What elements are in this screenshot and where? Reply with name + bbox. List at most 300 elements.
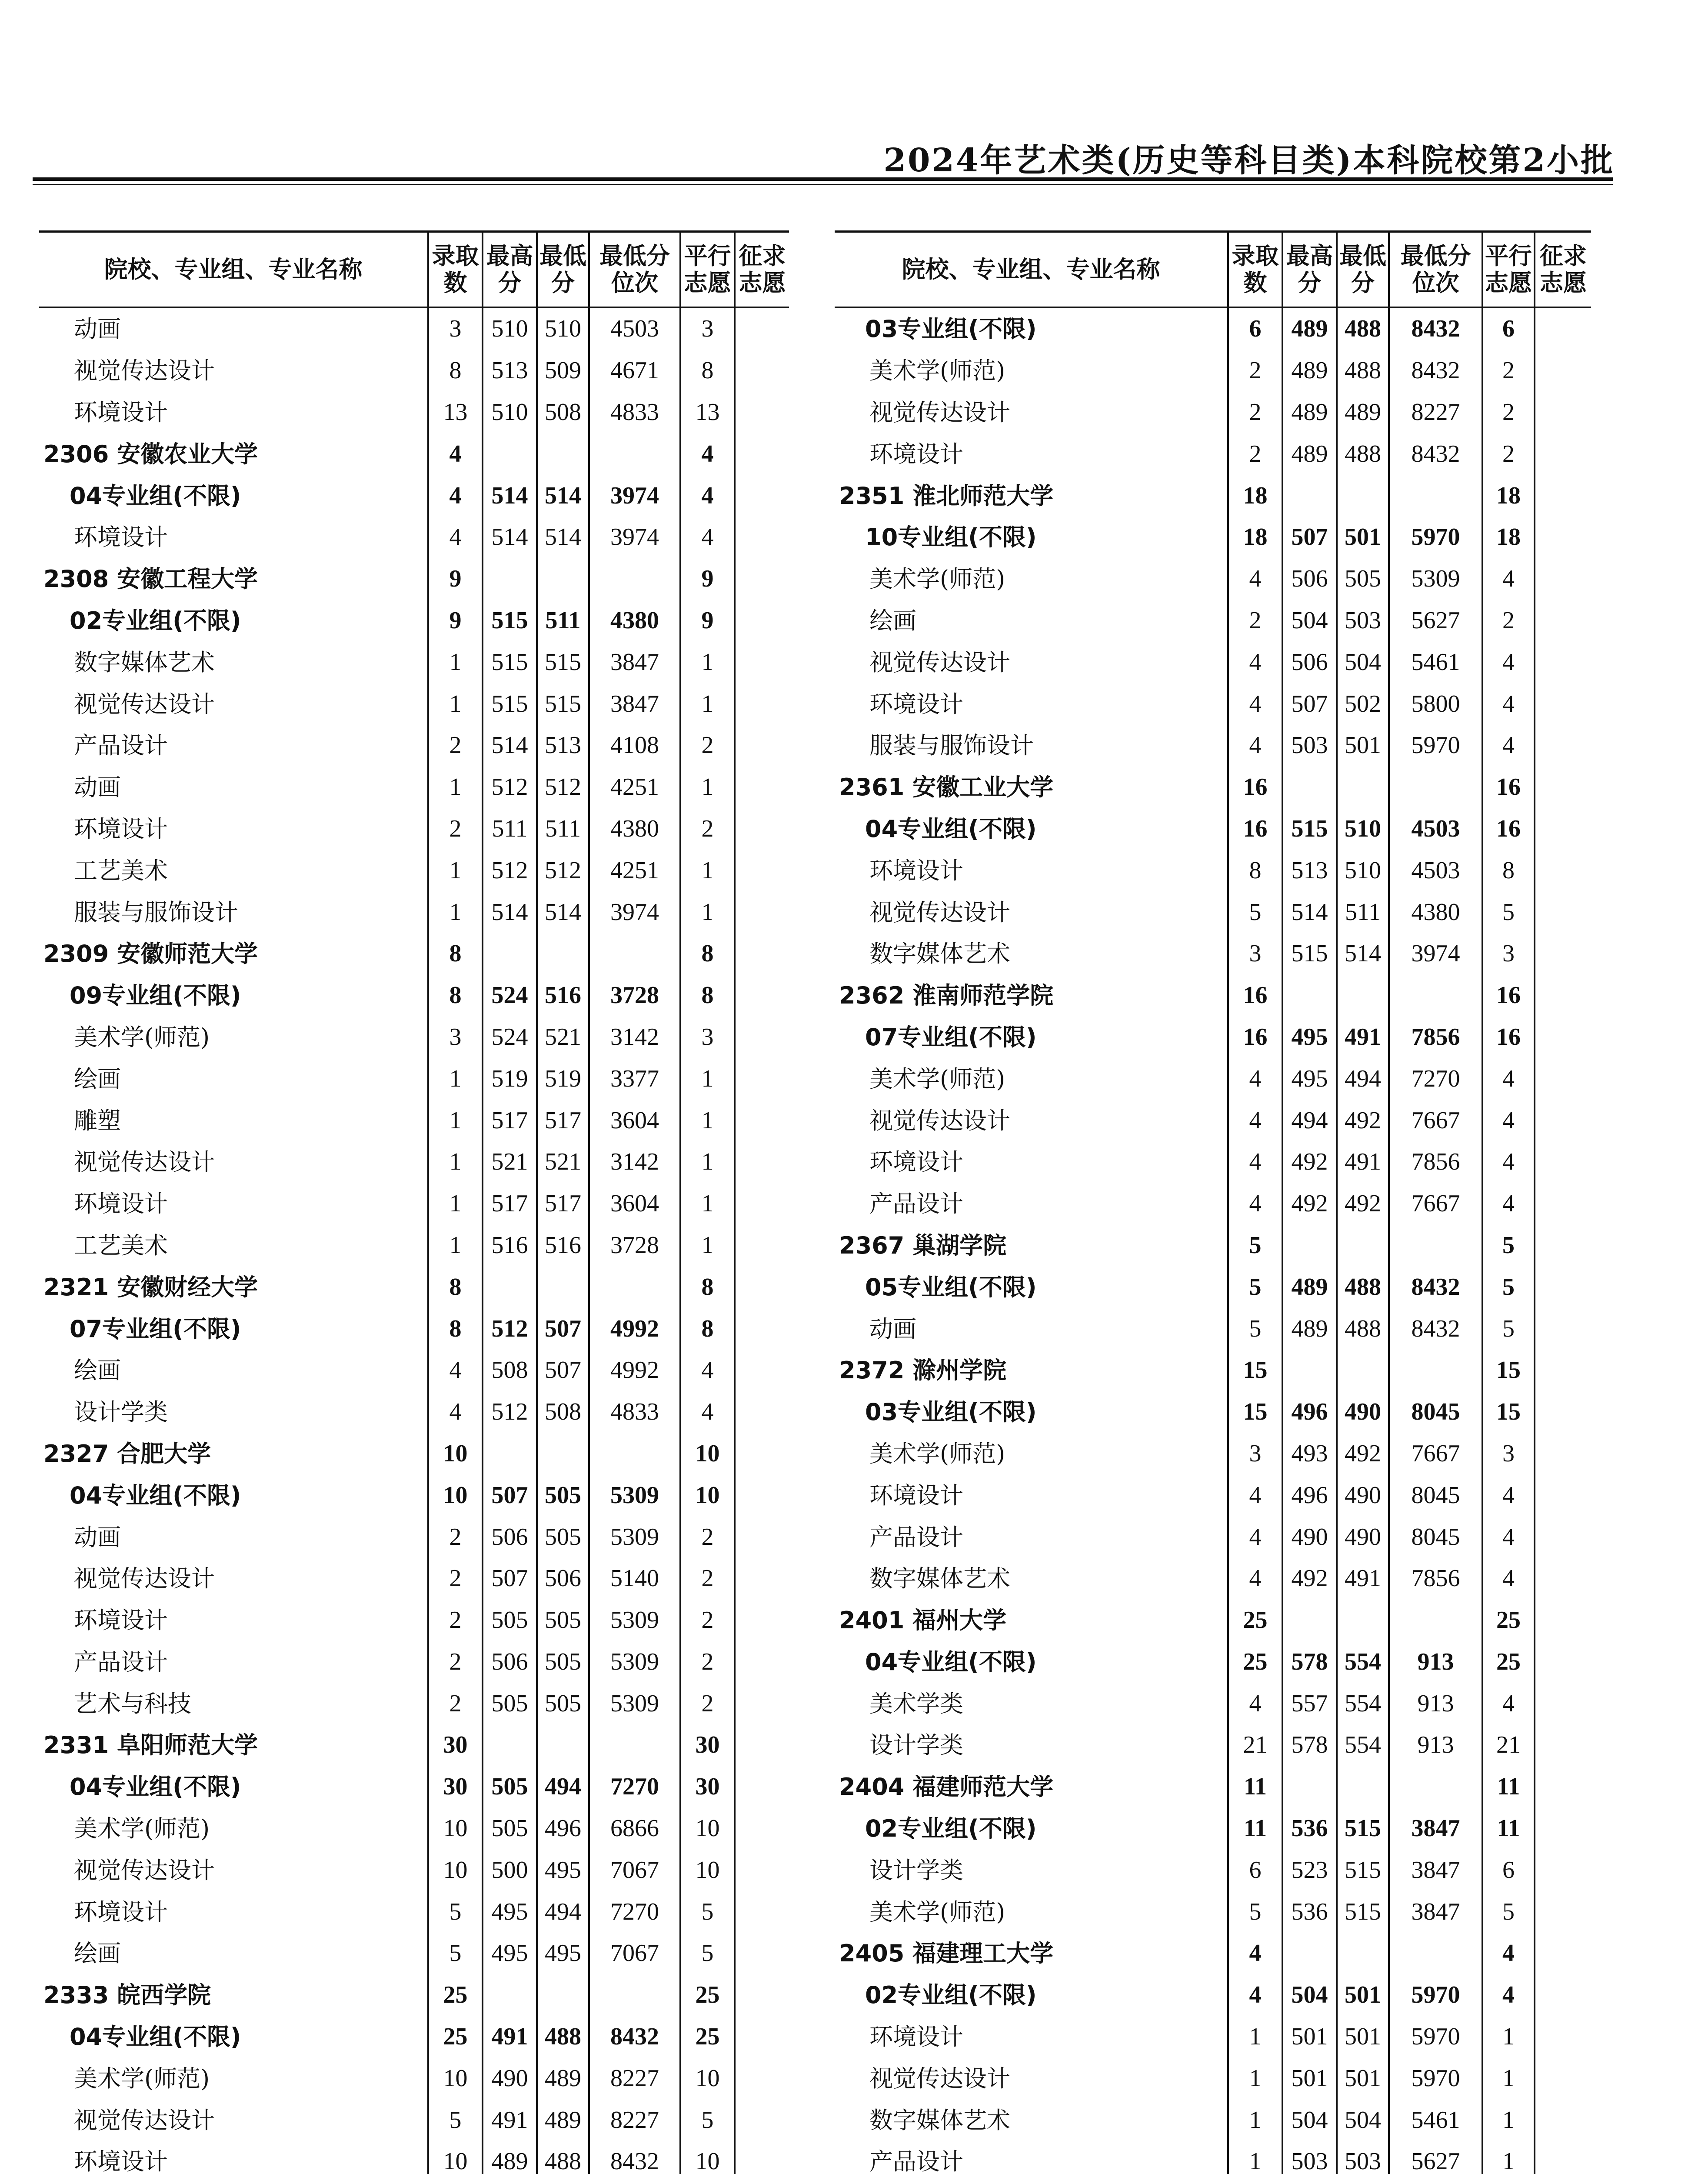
cell-min: 494 [537, 1766, 589, 1808]
cell-max: 489 [1282, 350, 1337, 392]
major-row [39, 2057, 789, 2099]
cell-admitted: 8 [428, 350, 483, 392]
cell-admitted: 11 [1228, 1766, 1282, 1808]
cell-rank: 4503 [1389, 850, 1482, 891]
col-header-admitted: 录取 数 [1228, 232, 1282, 308]
cell-parallel: 3 [1482, 1433, 1535, 1475]
cell-name: 美术学(师范) [835, 558, 1228, 600]
cell-admitted: 1 [1228, 2016, 1282, 2058]
cell-parallel: 2 [680, 1558, 735, 1600]
col-header-max: 最高 分 [1282, 232, 1337, 308]
cell-rank: 7667 [1389, 1433, 1482, 1475]
cell-name: 产品设计 [39, 725, 428, 767]
cell-max: 489 [1282, 307, 1337, 350]
cell-min [537, 933, 589, 975]
cell-rank: 7856 [1389, 1017, 1482, 1058]
cell-rank: 5970 [1389, 1974, 1482, 2016]
cell-name: 产品设计 [39, 1641, 428, 1683]
cell-parallel: 4 [1482, 1183, 1535, 1225]
cell-max: 512 [483, 1391, 537, 1433]
cell-admitted: 2 [428, 1683, 483, 1724]
cell-parallel: 11 [1482, 1766, 1535, 1808]
cell-max: 506 [1282, 558, 1337, 600]
cell-admitted: 2 [428, 1600, 483, 1641]
cell-min: 505 [537, 1641, 589, 1683]
cell-min: 491 [1337, 1558, 1389, 1600]
cell-rank: 4380 [1389, 891, 1482, 933]
cell-max: 503 [1282, 2141, 1337, 2174]
cell-solicit [1535, 683, 1591, 725]
cell-name: 2327 合肥大学 [39, 1433, 428, 1475]
cell-parallel: 25 [680, 2016, 735, 2058]
cell-admitted: 8 [428, 933, 483, 975]
cell-solicit [735, 1474, 789, 1516]
major-row [39, 1350, 789, 1391]
school-row [39, 933, 789, 975]
cell-name: 绘画 [39, 1933, 428, 1974]
major-row [835, 1474, 1591, 1516]
cell-admitted: 6 [1228, 307, 1282, 350]
cell-admitted: 3 [428, 307, 483, 350]
cell-rank: 3847 [1389, 1891, 1482, 1933]
cell-solicit [735, 1808, 789, 1850]
cell-solicit [1535, 1558, 1591, 1600]
major-row [39, 1017, 789, 1058]
cell-admitted: 1 [428, 1225, 483, 1267]
cell-min: 516 [537, 1225, 589, 1267]
cell-min: 510 [537, 307, 589, 350]
cell-solicit [1535, 350, 1591, 392]
cell-max: 492 [1282, 1183, 1337, 1225]
major-row [835, 1141, 1591, 1183]
cell-parallel: 8 [680, 350, 735, 392]
cell-solicit [1535, 891, 1591, 933]
cell-max: 495 [483, 1933, 537, 1974]
cell-solicit [1535, 1391, 1591, 1433]
cell-max: 557 [1282, 1683, 1337, 1724]
cell-solicit [735, 975, 789, 1017]
cell-solicit [735, 558, 789, 600]
cell-parallel: 2 [1482, 350, 1535, 392]
cell-min [537, 1724, 589, 1766]
cell-parallel: 25 [680, 1974, 735, 2016]
cell-max: 536 [1282, 1808, 1337, 1850]
cell-solicit [1535, 1641, 1591, 1683]
cell-max: 495 [1282, 1058, 1337, 1100]
cell-name: 09专业组(不限) [39, 975, 428, 1017]
cell-solicit [1535, 1350, 1591, 1391]
cell-rank: 7667 [1389, 1100, 1482, 1141]
cell-min: 517 [537, 1100, 589, 1141]
cell-name: 艺术与科技 [39, 1683, 428, 1724]
cell-name: 绘画 [39, 1350, 428, 1391]
cell-parallel: 1 [680, 641, 735, 683]
cell-parallel: 5 [680, 2099, 735, 2141]
cell-name: 视觉传达设计 [835, 891, 1228, 933]
cell-name: 设计学类 [835, 1724, 1228, 1766]
cell-rank [1389, 475, 1482, 517]
cell-max: 491 [483, 2016, 537, 2058]
cell-name: 环境设计 [835, 683, 1228, 725]
cell-max: 507 [483, 1558, 537, 1600]
cell-solicit [1535, 975, 1591, 1017]
cell-max: 508 [483, 1350, 537, 1391]
cell-min: 512 [537, 850, 589, 891]
cell-rank: 5309 [589, 1683, 680, 1724]
cell-parallel: 1 [1482, 2099, 1535, 2141]
cell-solicit [735, 1391, 789, 1433]
cell-admitted: 2 [428, 725, 483, 767]
cell-max: 504 [1282, 1974, 1337, 2016]
cell-rank: 913 [1389, 1641, 1482, 1683]
cell-max: 491 [483, 2099, 537, 2141]
cell-rank [1389, 1350, 1482, 1391]
cell-max: 505 [483, 1683, 537, 1724]
cell-min: 492 [1337, 1433, 1389, 1475]
cell-max: 515 [1282, 808, 1337, 850]
major-row [835, 2141, 1591, 2174]
cell-name: 2351 淮北师范大学 [835, 475, 1228, 517]
school-row [835, 1225, 1591, 1267]
cell-admitted: 5 [428, 2099, 483, 2141]
cell-parallel: 18 [1482, 475, 1535, 517]
cell-min [1337, 975, 1389, 1017]
major-row [39, 1558, 789, 1600]
cell-solicit [735, 1183, 789, 1225]
cell-min: 514 [537, 475, 589, 517]
cell-rank: 7270 [1389, 1058, 1482, 1100]
cell-solicit [1535, 433, 1591, 475]
cell-min [1337, 1766, 1389, 1808]
cell-solicit [735, 1308, 789, 1350]
cell-max [483, 1433, 537, 1475]
cell-solicit [1535, 1724, 1591, 1766]
cell-max [483, 433, 537, 475]
cell-name: 美术学(师范) [39, 1017, 428, 1058]
cell-min: 504 [1337, 641, 1389, 683]
group-row [39, 475, 789, 517]
cell-min: 488 [537, 2141, 589, 2174]
cell-parallel: 4 [680, 517, 735, 558]
cell-min: 488 [537, 2016, 589, 2058]
cell-admitted: 1 [428, 1141, 483, 1183]
major-row [835, 392, 1591, 433]
cell-min: 512 [537, 767, 589, 808]
cell-rank [1389, 975, 1482, 1017]
cell-name: 视觉传达设计 [39, 2099, 428, 2141]
cell-name: 视觉传达设计 [835, 392, 1228, 433]
cell-min [1337, 1350, 1389, 1391]
cell-rank: 4992 [589, 1350, 680, 1391]
cell-max: 505 [483, 1766, 537, 1808]
cell-parallel: 4 [680, 475, 735, 517]
cell-solicit [1535, 1600, 1591, 1641]
cell-name: 视觉传达设计 [39, 1141, 428, 1183]
cell-admitted: 8 [428, 975, 483, 1017]
cell-max: 500 [483, 1849, 537, 1891]
cell-min [537, 1266, 589, 1308]
cell-rank: 4251 [589, 767, 680, 808]
cell-rank: 5309 [589, 1600, 680, 1641]
cell-name: 设计学类 [39, 1391, 428, 1433]
cell-rank: 4503 [589, 307, 680, 350]
cell-solicit [1535, 1516, 1591, 1558]
cell-solicit [1535, 1766, 1591, 1808]
cell-name: 数字媒体艺术 [835, 933, 1228, 975]
cell-parallel: 1 [1482, 2016, 1535, 2058]
cell-rank: 4671 [589, 350, 680, 392]
cell-rank: 8227 [1389, 392, 1482, 433]
major-row [39, 1391, 789, 1433]
cell-solicit [735, 1766, 789, 1808]
major-row [39, 1141, 789, 1183]
cell-admitted: 5 [428, 1891, 483, 1933]
cell-max: 510 [483, 307, 537, 350]
cell-solicit [735, 725, 789, 767]
cell-rank: 8432 [589, 2016, 680, 2058]
cell-name: 03专业组(不限) [835, 1391, 1228, 1433]
cell-admitted: 21 [1228, 1724, 1282, 1766]
cell-solicit [735, 1558, 789, 1600]
cell-admitted: 10 [428, 1474, 483, 1516]
cell-max: 514 [483, 725, 537, 767]
group-row [39, 1766, 789, 1808]
cell-parallel: 1 [680, 683, 735, 725]
school-row [835, 767, 1591, 808]
cell-rank: 5627 [1389, 600, 1482, 642]
cell-admitted: 5 [1228, 1225, 1282, 1267]
cell-rank: 3974 [1389, 933, 1482, 975]
major-row [835, 433, 1591, 475]
cell-solicit [1535, 767, 1591, 808]
major-row [39, 767, 789, 808]
cell-min: 517 [537, 1183, 589, 1225]
cell-rank: 5309 [589, 1474, 680, 1516]
cell-solicit [735, 1683, 789, 1724]
cell-solicit [735, 933, 789, 975]
cell-rank: 5309 [589, 1516, 680, 1558]
cell-name: 绘画 [39, 1058, 428, 1100]
cell-name: 工艺美术 [39, 850, 428, 891]
cell-admitted: 1 [1228, 2141, 1282, 2174]
cell-parallel: 10 [680, 2141, 735, 2174]
cell-solicit [1535, 1933, 1591, 1974]
school-row [39, 558, 789, 600]
cell-solicit [1535, 1017, 1591, 1058]
cell-solicit [735, 891, 789, 933]
cell-parallel: 10 [680, 1433, 735, 1475]
cell-max [1282, 767, 1337, 808]
major-row [39, 392, 789, 433]
cell-name: 产品设计 [835, 2141, 1228, 2174]
cell-solicit [1535, 641, 1591, 683]
cell-max: 512 [483, 767, 537, 808]
cell-min: 554 [1337, 1683, 1389, 1724]
cell-min: 489 [537, 2099, 589, 2141]
cell-solicit [1535, 933, 1591, 975]
cell-parallel: 8 [680, 975, 735, 1017]
cell-admitted: 4 [1228, 1974, 1282, 2016]
cell-rank [589, 1433, 680, 1475]
cell-parallel: 2 [680, 1641, 735, 1683]
cell-min: 505 [537, 1600, 589, 1641]
cell-solicit [735, 1350, 789, 1391]
cell-min: 503 [1337, 2141, 1389, 2174]
cell-max: 496 [1282, 1391, 1337, 1433]
cell-name: 2309 安徽师范大学 [39, 933, 428, 975]
cell-name: 环境设计 [39, 2141, 428, 2174]
cell-admitted: 1 [1228, 2057, 1282, 2099]
cell-admitted: 2 [428, 1641, 483, 1683]
cell-name: 环境设计 [39, 1183, 428, 1225]
cell-parallel: 10 [680, 1474, 735, 1516]
page-title: 2024年艺术类(历史等科目类)本科院校第2小批 [883, 142, 1615, 179]
major-row [39, 2099, 789, 2141]
cell-admitted: 9 [428, 558, 483, 600]
cell-max: 495 [483, 1891, 537, 1933]
cell-solicit [1535, 1058, 1591, 1100]
cell-max: 504 [1282, 2099, 1337, 2141]
school-row [39, 1433, 789, 1475]
cell-min: 509 [537, 350, 589, 392]
cell-solicit [735, 600, 789, 642]
cell-solicit [1535, 1974, 1591, 2016]
cell-admitted: 2 [1228, 392, 1282, 433]
cell-min: 506 [537, 1558, 589, 1600]
cell-parallel: 1 [680, 1225, 735, 1267]
cell-parallel: 5 [1482, 1266, 1535, 1308]
cell-admitted: 18 [1228, 475, 1282, 517]
cell-min [1337, 1933, 1389, 1974]
cell-solicit [1535, 725, 1591, 767]
admission-table-left [39, 230, 789, 2174]
cell-solicit [1535, 2141, 1591, 2174]
cell-min: 507 [537, 1350, 589, 1391]
cell-rank: 8227 [589, 2057, 680, 2099]
major-row [835, 1183, 1591, 1225]
cell-rank [589, 1974, 680, 2016]
cell-name: 02专业组(不限) [39, 600, 428, 642]
cell-name: 07专业组(不限) [835, 1017, 1228, 1058]
cell-min: 515 [1337, 1808, 1389, 1850]
cell-rank: 4992 [589, 1308, 680, 1350]
cell-admitted: 25 [1228, 1600, 1282, 1641]
cell-admitted: 15 [1228, 1350, 1282, 1391]
cell-solicit [735, 1849, 789, 1891]
cell-admitted: 4 [1228, 1058, 1282, 1100]
cell-rank: 913 [1389, 1724, 1482, 1766]
cell-solicit [735, 641, 789, 683]
cell-min: 515 [1337, 1849, 1389, 1891]
cell-admitted: 15 [1228, 1391, 1282, 1433]
cell-parallel: 10 [680, 1849, 735, 1891]
cell-parallel: 5 [1482, 891, 1535, 933]
cell-parallel: 16 [1482, 808, 1535, 850]
cell-max: 514 [1282, 891, 1337, 933]
cell-max: 516 [483, 1225, 537, 1267]
cell-parallel: 13 [680, 392, 735, 433]
cell-max: 519 [483, 1058, 537, 1100]
cell-name: 04专业组(不限) [835, 808, 1228, 850]
cell-min: 488 [1337, 1308, 1389, 1350]
cell-admitted: 1 [428, 1183, 483, 1225]
cell-min: 501 [1337, 725, 1389, 767]
cell-parallel: 15 [1482, 1350, 1535, 1391]
cell-min: 554 [1337, 1641, 1389, 1683]
group-row [835, 1974, 1591, 2016]
cell-min: 514 [1337, 933, 1389, 975]
cell-min: 515 [537, 641, 589, 683]
cell-name: 数字媒体艺术 [835, 2099, 1228, 2141]
cell-admitted: 9 [428, 600, 483, 642]
major-row [39, 517, 789, 558]
cell-admitted: 2 [428, 1516, 483, 1558]
cell-min: 491 [1337, 1017, 1389, 1058]
cell-admitted: 1 [428, 641, 483, 683]
cell-parallel: 2 [1482, 392, 1535, 433]
cell-parallel: 3 [680, 307, 735, 350]
cell-name: 2361 安徽工业大学 [835, 767, 1228, 808]
cell-admitted: 4 [1228, 641, 1282, 683]
cell-max: 505 [483, 1808, 537, 1850]
cell-min: 502 [1337, 683, 1389, 725]
cell-admitted: 2 [1228, 350, 1282, 392]
cell-max: 490 [483, 2057, 537, 2099]
cell-admitted: 4 [428, 1391, 483, 1433]
cell-solicit [1535, 1308, 1591, 1350]
major-row [835, 683, 1591, 725]
cell-admitted: 25 [428, 1974, 483, 2016]
cell-admitted: 10 [428, 1849, 483, 1891]
cell-rank: 4380 [589, 808, 680, 850]
table-header-row [835, 232, 1591, 308]
cell-parallel: 4 [1482, 1100, 1535, 1141]
cell-solicit [1535, 1891, 1591, 1933]
group-row [39, 1474, 789, 1516]
cell-name: 环境设计 [39, 392, 428, 433]
cell-min: 514 [537, 517, 589, 558]
cell-max: 524 [483, 975, 537, 1017]
cell-name: 数字媒体艺术 [835, 1558, 1228, 1600]
major-row [835, 1724, 1591, 1766]
cell-parallel: 16 [1482, 767, 1535, 808]
cell-rank: 8432 [1389, 1266, 1482, 1308]
cell-name: 动画 [39, 1516, 428, 1558]
cell-name: 2404 福建师范大学 [835, 1766, 1228, 1808]
cell-min [537, 1974, 589, 2016]
cell-parallel: 21 [1482, 1724, 1535, 1766]
cell-max: 513 [483, 350, 537, 392]
group-row [39, 975, 789, 1017]
cell-admitted: 1 [428, 891, 483, 933]
school-row [835, 475, 1591, 517]
cell-solicit [735, 1100, 789, 1141]
cell-solicit [1535, 1100, 1591, 1141]
cell-admitted: 13 [428, 392, 483, 433]
cell-solicit [735, 850, 789, 891]
cell-admitted: 4 [1228, 1100, 1282, 1141]
cell-admitted: 2 [1228, 600, 1282, 642]
cell-parallel: 4 [1482, 1474, 1535, 1516]
cell-parallel: 25 [1482, 1600, 1535, 1641]
cell-min: 554 [1337, 1724, 1389, 1766]
cell-admitted: 30 [428, 1724, 483, 1766]
cell-rank: 4503 [1389, 808, 1482, 850]
cell-name: 服装与服饰设计 [39, 891, 428, 933]
cell-rank: 7067 [589, 1849, 680, 1891]
cell-admitted: 5 [1228, 891, 1282, 933]
cell-name: 视觉传达设计 [39, 683, 428, 725]
